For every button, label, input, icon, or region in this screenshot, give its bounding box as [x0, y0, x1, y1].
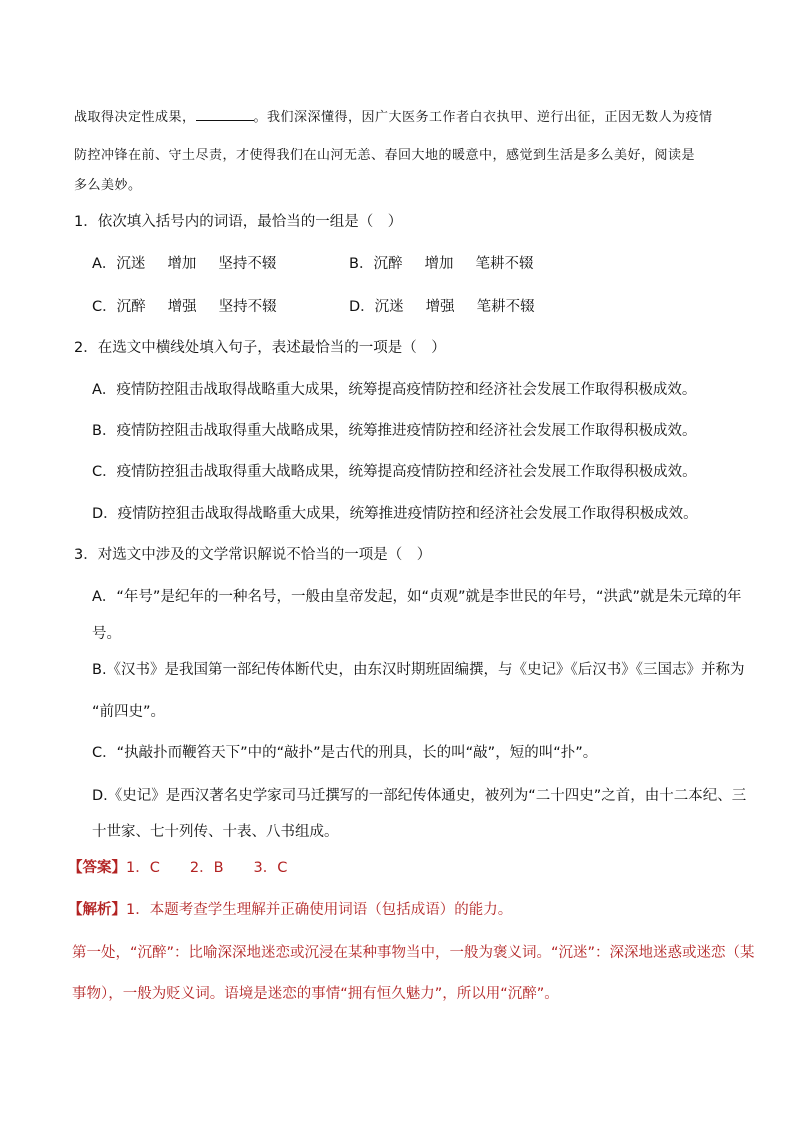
- q3-option-d-line1: D.《史记》是西汉著名史学家司马迁撰写的一部纪传体通史，被列为“二十四史”之首，由十二本纪、三: [92, 788, 747, 804]
- passage-line-3: 多么美妙。: [74, 178, 142, 193]
- q2-option-c: C．疫情防控狙击战取得重大战略成果，统筹提高疫情防控和经济社会发展工作取得积极成效。: [92, 464, 697, 480]
- option-word: 增强: [167, 299, 197, 315]
- q1-option-a: [92, 252, 276, 273]
- analysis-tag: 【解析】: [68, 902, 126, 918]
- q3-option-c: C．“执敲扑而鞭笞天下”中的“敲扑”是古代的刑具，长的叫“敲”，短的叫“扑”。: [92, 745, 598, 761]
- option-label: A．沉迷: [92, 256, 146, 272]
- option-word: 增强: [425, 299, 455, 315]
- passage-line-2: 防控冲锋在前、守土尽责，才使得我们在山河无恙、春回大地的暖意中，感觉到生活是多么美好，阅读是: [74, 148, 696, 163]
- answer-tag: 【答案】: [68, 860, 126, 876]
- q2-option-a: A．疫情防控阻击战取得战略重大成果，统筹提高疫情防控和经济社会发展工作取得积极成效。: [92, 382, 697, 398]
- answer-1: 1．C: [126, 860, 160, 876]
- analysis-line-1: [68, 898, 512, 919]
- q2-option-b: B．疫情防控阻击战取得重大战略成果，统筹推进疫情防控和经济社会发展工作取得积极成效。: [92, 423, 697, 439]
- answer-line: [68, 856, 287, 877]
- answer-2: 2．B: [189, 860, 224, 876]
- option-label: B．沉醉: [349, 256, 403, 272]
- analysis-text: 1．本题考查学生理解并正确使用词语（包括成语）的能力。: [126, 902, 513, 918]
- question-2-stem: 2．在选文中横线处填入句子，表述最恰当的一项是（ ）: [74, 340, 446, 356]
- q1-option-b: [349, 252, 533, 273]
- q1-option-c: [92, 295, 277, 316]
- analysis-line-3: 事物），一般为贬义词。语境是迷恋的事情“拥有恒久魅力”，所以用“沉醉”。: [72, 986, 559, 1002]
- q3-option-a-line2: 号。: [92, 626, 121, 642]
- answer-3: 3．C: [253, 860, 288, 876]
- option-label: C．沉醉: [92, 299, 146, 315]
- q1-option-d: [349, 295, 535, 316]
- q2-option-d: D．疫情防控狙击战取得战略重大成果，统筹推进疫情防控和经济社会发展工作取得积极成效。: [92, 506, 698, 522]
- option-word: 坚持不辍: [218, 256, 277, 272]
- analysis-line-2: 第一处，“沉醉”：比喻深深地迷恋或沉浸在某种事物当中，一般为褒义词。“沉迷”：深深地迷惑或迷恋（某: [72, 945, 755, 961]
- option-word: 笔耕不辍: [475, 256, 534, 272]
- passage-line-1: [74, 106, 734, 125]
- question-1-stem: 1．依次填入括号内的词语，最恰当的一组是（ ）: [74, 214, 403, 230]
- q3-option-d-line2: 十世家、七十列传、十表、八书组成。: [92, 824, 339, 840]
- question-3-stem: 3．对选文中涉及的文学常识解说不恰当的一项是（ ）: [74, 547, 432, 563]
- option-word: 笔耕不辍: [476, 299, 535, 315]
- q3-option-a-line1: A．“年号”是纪年的一种名号，一般由皇帝发起，如“贞观”就是李世民的年号，“洪武”就是朱元璋的年: [92, 589, 742, 605]
- option-word: 坚持不辍: [218, 299, 277, 315]
- option-word: 增加: [424, 256, 454, 272]
- fill-blank: [196, 108, 254, 121]
- passage-text: 。我们深深懂得，因广大医务工作者白衣执甲、逆行出征，正因无数人为疫情: [253, 110, 713, 125]
- q3-option-b-line2: “前四史”。: [92, 704, 166, 720]
- q3-option-b-line1: B.《汉书》是我国第一部纪传体断代史，由东汉时期班固编撰，与《史记》《后汉书》《三国志》并称为: [92, 662, 745, 678]
- option-label: D．沉迷: [349, 299, 404, 315]
- option-word: 增加: [167, 256, 197, 272]
- passage-text: 战取得决定性成果，: [74, 110, 196, 125]
